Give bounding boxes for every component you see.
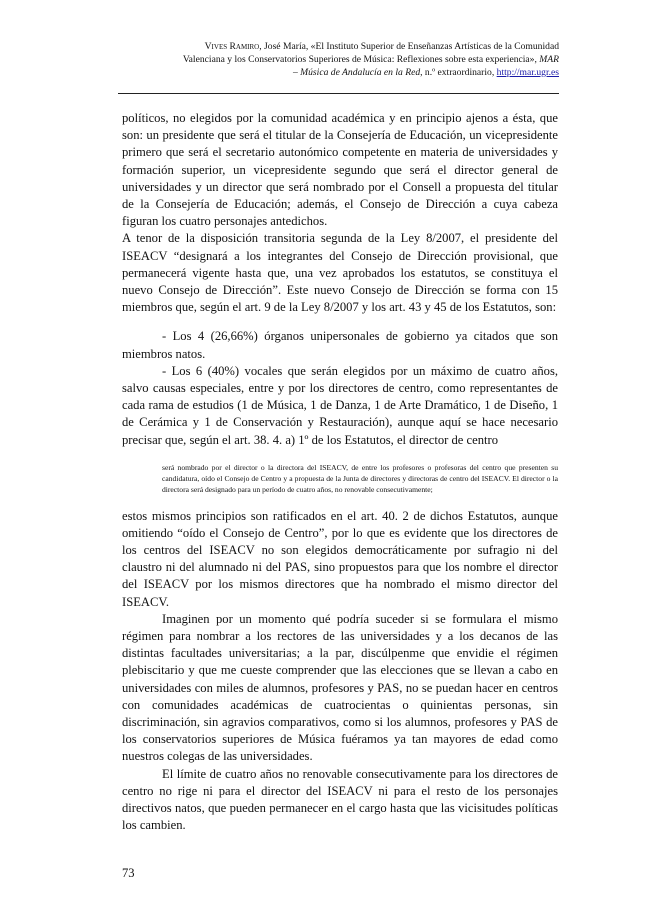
list-item-1: - Los 4 (26,66%) órganos unipersonales de gobierno ya citados que son miembros natos. bbox=[122, 329, 558, 361]
header-line-3 bbox=[118, 66, 559, 79]
issue-info: , n.º extraordinario, bbox=[420, 67, 497, 78]
author-surname: Vives Ramiro bbox=[204, 41, 260, 52]
header-dash: – bbox=[292, 67, 301, 78]
journal-short: MAR bbox=[539, 54, 559, 65]
header-line-2 bbox=[118, 53, 559, 66]
page-number: 73 bbox=[122, 866, 135, 880]
article-title-cont: Valenciana y los Conservatorios Superiores de Música: Reflexiones sobre esta experiencia», bbox=[182, 54, 540, 65]
block-quote: será nombrado por el director o la directora del ISEACV, de entre los profesores o profesoras del centro que presenten su candidatura, oído el Consejo de Centro y a propuesta de la Junta de directores y directoras de centro del ISEACV. El director o la directora será designado para un período de cuatro años, no renovable consecutivamente; bbox=[162, 462, 558, 494]
header-line-1 bbox=[118, 40, 559, 53]
list-item-2: - Los 6 (40%) vocales que serán elegidos por un máximo de cuatro años, salvo causas especiales, entre y por los directores de centro, como representantes de cada rama de estudios (1 de Música, 1 de Danza, 1 de Arte Dramático, 1 de Diseño, 1 de Cerámica y 1 de Conservación y Restauración), aunque aquí se hace necesario precisar que, según el art. 38. 4. a) 1º de los Estatutos, el director de centro bbox=[122, 363, 558, 447]
paragraph-2: A tenor de la disposición transitoria segunda de la Ley 8/2007, el presidente del ISEACV “designará a los integrantes del Consejo de Dirección provisional, que permanecerá vigente hasta que, una vez aprobados los estatutos, se constituya el nuevo Consejo de Dirección”. Este nuevo Consejo de Dirección se forma con 15 miembros que, según el art. 9 de la Ley 8/2007 y los art. 43 y 45 de los Estatutos, son: bbox=[122, 231, 558, 315]
author-rest: , José María, «El Instituto Superior de Enseñanzas Artísticas de la Comunidad bbox=[259, 41, 559, 52]
journal-full: Música de Andalucía en la Red bbox=[300, 67, 421, 78]
paragraph-1: políticos, no elegidos por la comunidad académica y en principio ajenos a ésta, que son: un presidente que será el titular de la Consejería de Educación, un vicepresidente primero que será el secretario autonómico competente en materia de universidades y formación superior, un vicepresidente segundo que será el director general de universidades y un director que será nombrado por el Consell a propuesta del titular de la Consejería de Educación; además, el Consejo de Dirección a cuya cabeza figuran los cuatro personajes antedichos. bbox=[122, 111, 558, 229]
header-rule bbox=[118, 93, 559, 94]
running-header bbox=[118, 40, 559, 79]
journal-url-link[interactable]: http://mar.ugr.es bbox=[496, 67, 559, 78]
paragraph-3: estos mismos principios son ratificados en el art. 40. 2 de dichos Estatutos, aunque omitiendo “oído el Consejo de Centro”, por lo que es evidente que los directores de los centros del ISEACV no son elegidos democráticamente por sufragio ni del claustro ni del alumnado ni del PAS, sino propuestos para que los nombre el director del ISEACV por los mismos directores que ha nombrado el mismo director del ISEACV. bbox=[122, 508, 558, 609]
paragraph-4: Imaginen por un momento qué podría suceder si se formulara el mismo régimen para nombrar a los rectores de las universidades y a los decanos de las distintas facultades universitarias; a la par, discúlpenme que envidie el régimen plebiscitario y que me cueste comprender que las elecciones que se llevan a cabo en universidades con miles de alumnos, profesores y PAS, no se puedan hacer en centros con comunidades académicas de cuatrocientas o quinientas personas, sin discriminación, sin agravios comparativos, como si los alumnos, profesores y PAS de los conservatorios superiores de Música fuéramos ya tan mayores de edad como nuestros colegas de las universidades. bbox=[122, 611, 558, 764]
body-text bbox=[122, 110, 558, 834]
paragraph-5: El límite de cuatro años no renovable consecutivamente para los directores de centro no rige ni para el director del ISEACV ni para el resto de los personajes directivos natos, que pueden permanecer en el cargo hasta que las vicisitudes políticas los cambien. bbox=[122, 766, 558, 833]
